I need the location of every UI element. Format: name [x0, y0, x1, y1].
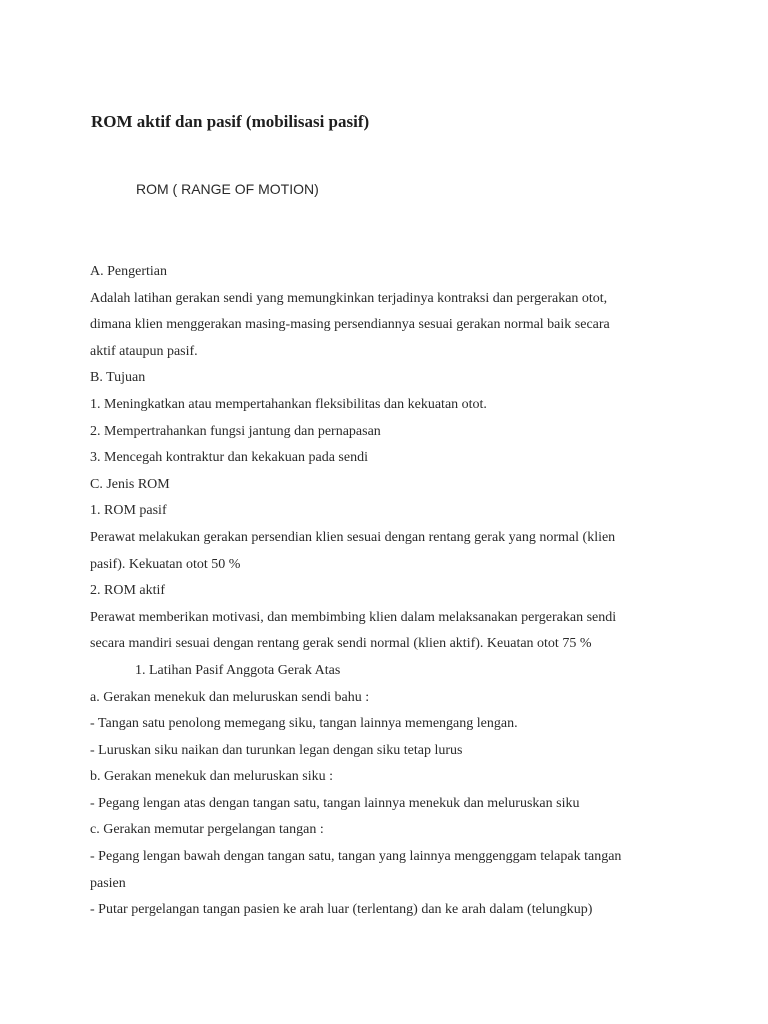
list-item: - Pegang lengan atas dengan tangan satu, tangan lainnya menekuk dan meluruskan siku [90, 795, 580, 811]
list-item: - Putar pergelangan tangan pasien ke arah luar (terlentang) dan ke arah dalam (telungkup) [90, 902, 593, 918]
list-item: 3. Mencegah kontraktur dan kekakuan pada sendi [90, 450, 368, 466]
paragraph-line: Perawat melakukan gerakan persendian klien sesuai dengan rentang gerak yang normal (klien [90, 529, 616, 545]
paragraph-line: dimana klien menggerakan masing-masing persendiannya sesuai gerakan normal baik secara [90, 317, 610, 333]
paragraph-line: secara mandiri sesuai dengan rentang gerak sendi normal (klien aktif). Keuatan otot 75 % [90, 636, 592, 652]
subheading-latihan-pasif: 1. Latihan Pasif Anggota Gerak Atas [135, 662, 341, 678]
list-item: b. Gerakan menekuk dan meluruskan siku : [90, 769, 333, 785]
paragraph-line: pasif). Kekuatan otot 50 % [90, 556, 241, 572]
list-item: a. Gerakan menekuk dan meluruskan sendi bahu : [90, 689, 370, 705]
subheading-rom-pasif: 1. ROM pasif [90, 503, 167, 519]
paragraph-line: Adalah latihan gerakan sendi yang memungkinkan terjadinya kontraksi dan pergerakan otot, [90, 290, 608, 306]
list-item: 2. Mempertrahankan fungsi jantung dan pernapasan [90, 423, 381, 439]
list-item: - Luruskan siku naikan dan turunkan legan dengan siku tetap lurus [90, 742, 463, 758]
subheading-rom-aktif: 2. ROM aktif [90, 583, 166, 599]
heading-tujuan: B. Tujuan [90, 370, 146, 386]
list-item: c. Gerakan memutar pergelangan tangan : [90, 822, 324, 838]
list-item: - Tangan satu penolong memegang siku, tangan lainnya memengang lengan. [90, 716, 518, 732]
paragraph-line: aktif ataupun pasif. [90, 343, 198, 359]
document-title: ROM aktif dan pasif (mobilisasi pasif) [91, 112, 370, 131]
paragraph-line: Perawat memberikan motivasi, dan membimbing klien dalam melaksanakan pergerakan sendi [90, 609, 617, 625]
heading-pengertian: A. Pengertian [90, 264, 167, 279]
document-body [90, 259, 680, 924]
list-item: pasien [90, 875, 126, 891]
list-item: 1. Meningkatkan atau mempertahankan fleksibilitas dan kekuatan otot. [90, 396, 487, 412]
heading-jenis-rom: C. Jenis ROM [90, 476, 170, 492]
document-subtitle: ROM ( RANGE OF MOTION) [136, 181, 319, 197]
list-item: - Pegang lengan bawah dengan tangan satu, tangan yang lainnya menggenggam telapak tangan [90, 849, 622, 865]
